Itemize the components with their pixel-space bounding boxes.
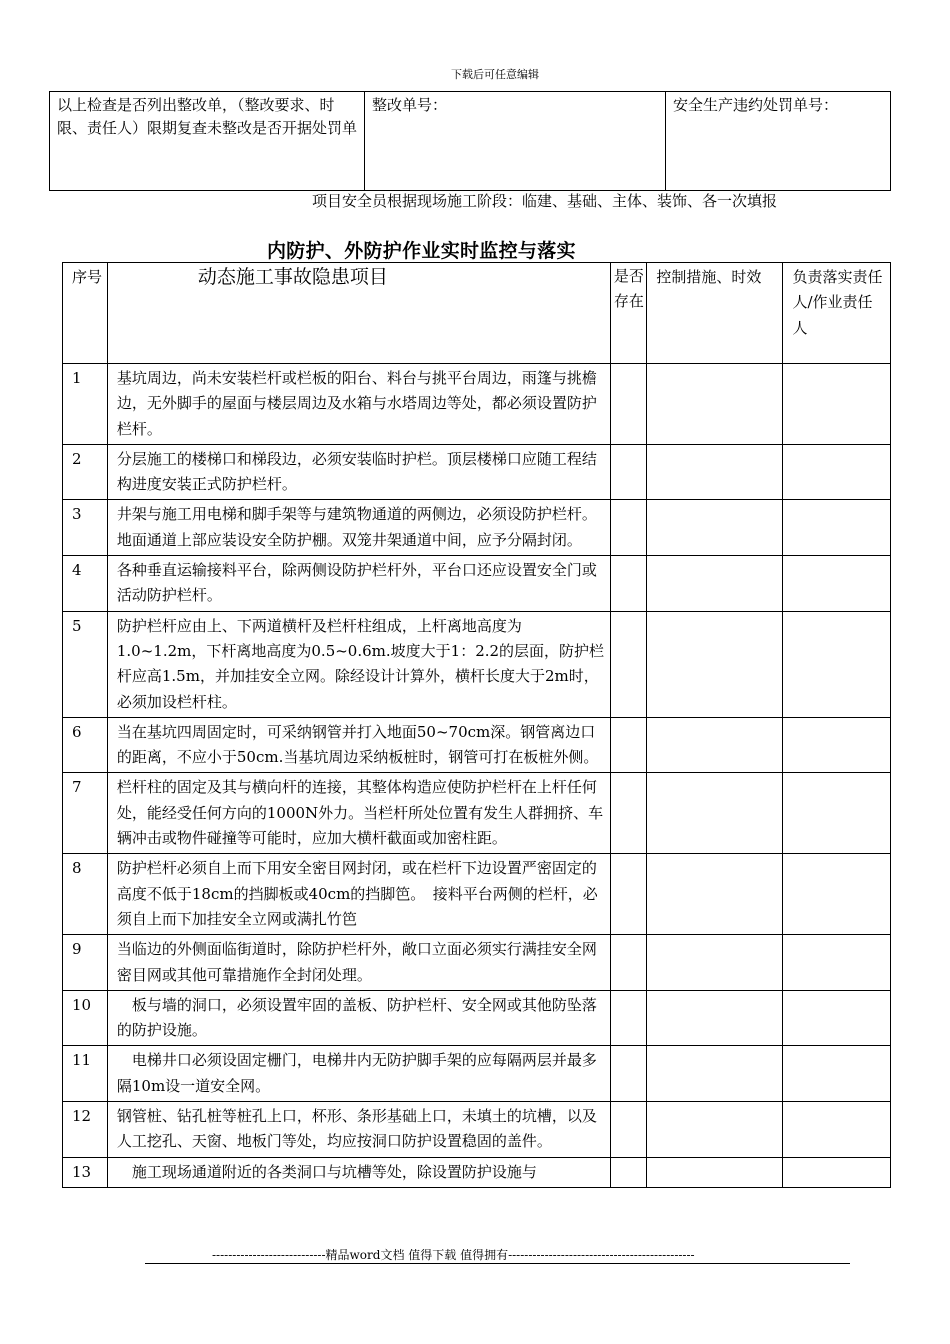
rectification-question: 以上检查是否列出整改单，（整改要求、时限、责任人）限期复查未整改是否开据处罚单 — [50, 92, 365, 191]
table-row — [63, 717, 891, 773]
row-control-cell — [647, 1157, 783, 1187]
row-exist-cell — [611, 773, 647, 854]
row-control-cell — [647, 556, 783, 612]
col-header-no: 序号 — [63, 263, 108, 364]
row-hazard-text: 电梯井口必须设固定栅门，电梯井内无防护脚手架的应每隔两层并最多隔10m设一道安全网。 — [107, 1046, 610, 1102]
row-hazard-text: 各种垂直运输接料平台，除两侧设防护栏杆外，平台口还应设置安全门或活动防护栏杆。 — [107, 556, 610, 612]
row-hazard-text: 防护栏杆应由上、下两道横杆及栏杆柱组成，上杆离地高度为1.0~1.2m，下杆离地高度为0.5~0.6m.坡度大于1：2.2的层面，防护栏杆应高1.5m，并加挂安全立网。除经设计计算外，横杆长度大于2m时，必须加设栏杆柱。 — [107, 611, 610, 717]
row-hazard-text: 井架与施工用电梯和脚手架等与建筑物通道的两侧边，必须设防护栏杆。地面通道上部应装设安全防护棚。双笼井架通道中间，应予分隔封闭。 — [107, 500, 610, 556]
footer-divider — [145, 1263, 850, 1264]
col-header-responsible: 负责落实责任人/作业责任人 — [783, 263, 891, 364]
table-row — [63, 444, 891, 500]
row-exist-cell — [611, 611, 647, 717]
row-responsible-cell — [783, 935, 891, 991]
row-exist-cell — [611, 854, 647, 935]
table-header-row — [63, 263, 891, 364]
row-control-cell — [647, 935, 783, 991]
row-control-cell — [647, 717, 783, 773]
row-control-cell — [647, 500, 783, 556]
table-row — [63, 611, 891, 717]
row-control-cell — [647, 990, 783, 1046]
row-responsible-cell — [783, 990, 891, 1046]
row-hazard-text: 栏杆柱的固定及其与横向杆的连接，其整体构造应使防护栏杆在上杆任何处，能经受任何方向的1000N外力。当栏杆所处位置有发生人群拥挤、车辆冲击或物件碰撞等可能时，应加大横杆截面或加密柱距。 — [107, 773, 610, 854]
row-exist-cell — [611, 500, 647, 556]
section-title: 内防护、外防护作业实时监控与落实 — [267, 240, 576, 262]
row-number: 9 — [63, 935, 108, 991]
row-control-cell — [647, 1102, 783, 1158]
fill-instruction: 项目安全员根据现场施工阶段：临建、基础、主体、装饰、各一次填报 — [312, 192, 778, 210]
row-hazard-text: 钢管桩、钻孔桩等桩孔上口，杯形、条形基础上口，未填土的坑槽，以及人工挖孔、天窗、地板门等处，均应按洞口防护设置稳固的盖件。 — [107, 1102, 610, 1158]
row-number: 1 — [63, 364, 108, 445]
col-header-control: 控制措施、时效 — [647, 263, 783, 364]
row-responsible-cell — [783, 1157, 891, 1187]
row-responsible-cell — [783, 444, 891, 500]
row-control-cell — [647, 1046, 783, 1102]
row-responsible-cell — [783, 611, 891, 717]
row-exist-cell — [611, 717, 647, 773]
table-row — [63, 500, 891, 556]
row-exist-cell — [611, 1102, 647, 1158]
row-number: 13 — [63, 1157, 108, 1187]
hazard-table — [62, 262, 891, 1188]
row-exist-cell — [611, 1157, 647, 1187]
row-responsible-cell — [783, 500, 891, 556]
row-number: 7 — [63, 773, 108, 854]
table-row — [63, 364, 891, 445]
table-row — [63, 1157, 891, 1187]
row-responsible-cell — [783, 854, 891, 935]
row-hazard-text: 基坑周边，尚未安装栏杆或栏板的阳台、料台与挑平台周边，雨篷与挑檐边，无外脚手的屋面与楼层周边及水箱与水塔周边等处，都必须设置防护栏杆。 — [107, 364, 610, 445]
row-number: 2 — [63, 444, 108, 500]
table-row — [63, 990, 891, 1046]
table-row — [63, 854, 891, 935]
row-responsible-cell — [783, 717, 891, 773]
row-number: 3 — [63, 500, 108, 556]
table-row — [63, 1102, 891, 1158]
row-exist-cell — [611, 1046, 647, 1102]
table-row — [63, 935, 891, 991]
table-row — [63, 556, 891, 612]
row-responsible-cell — [783, 1046, 891, 1102]
row-number: 10 — [63, 990, 108, 1046]
row-hazard-text: 板与墙的洞口，必须设置牢固的盖板、防护栏杆、安全网或其他防坠落的防护设施。 — [107, 990, 610, 1046]
table-row — [63, 1046, 891, 1102]
rectification-number-field: 整改单号： — [365, 92, 666, 191]
row-control-cell — [647, 611, 783, 717]
row-hazard-text: 分层施工的楼梯口和梯段边，必须安装临时护栏。顶层楼梯口应随工程结构进度安装正式防护栏杆。 — [107, 444, 610, 500]
row-number: 5 — [63, 611, 108, 717]
rectification-table — [49, 91, 891, 191]
row-exist-cell — [611, 444, 647, 500]
col-header-exist: 是否存在 — [611, 263, 647, 364]
row-hazard-text: 施工现场通道附近的各类洞口与坑槽等处，除设置防护设施与 — [107, 1157, 610, 1187]
row-responsible-cell — [783, 1102, 891, 1158]
row-number: 12 — [63, 1102, 108, 1158]
row-responsible-cell — [783, 556, 891, 612]
col-header-item: 动态施工事故隐患项目 — [107, 263, 610, 364]
row-exist-cell — [611, 935, 647, 991]
row-number: 8 — [63, 854, 108, 935]
row-hazard-text: 当在基坑四周固定时，可采纳钢管并打入地面50~70cm深。钢管离边口的距离，不应小于50cm.当基坑周边采纳板桩时，钢管可打在板桩外侧。 — [107, 717, 610, 773]
row-control-cell — [647, 444, 783, 500]
row-control-cell — [647, 854, 783, 935]
row-exist-cell — [611, 990, 647, 1046]
row-hazard-text: 当临边的外侧面临街道时，除防护栏杆外，敞口立面必须实行满挂安全网密目网或其他可靠措施作全封闭处理。 — [107, 935, 610, 991]
header-note: 下载后可任意编辑 — [451, 68, 539, 81]
row-number: 4 — [63, 556, 108, 612]
footer-text: ----------------------------精品word文档 值得下载 值得拥有---------------------------------------------- — [212, 1248, 695, 1262]
row-responsible-cell — [783, 364, 891, 445]
row-number: 11 — [63, 1046, 108, 1102]
row-hazard-text: 防护栏杆必须自上而下用安全密目网封闭，或在栏杆下边设置严密固定的高度不低于18cm的挡脚板或40cm的挡脚笆。 接料平台两侧的栏杆，必须自上而下加挂安全立网或满扎竹笆 — [107, 854, 610, 935]
row-control-cell — [647, 773, 783, 854]
row-control-cell — [647, 364, 783, 445]
row-responsible-cell — [783, 773, 891, 854]
row-exist-cell — [611, 556, 647, 612]
table-row — [63, 773, 891, 854]
penalty-number-field: 安全生产违约处罚单号： — [666, 92, 891, 191]
row-number: 6 — [63, 717, 108, 773]
row-exist-cell — [611, 364, 647, 445]
